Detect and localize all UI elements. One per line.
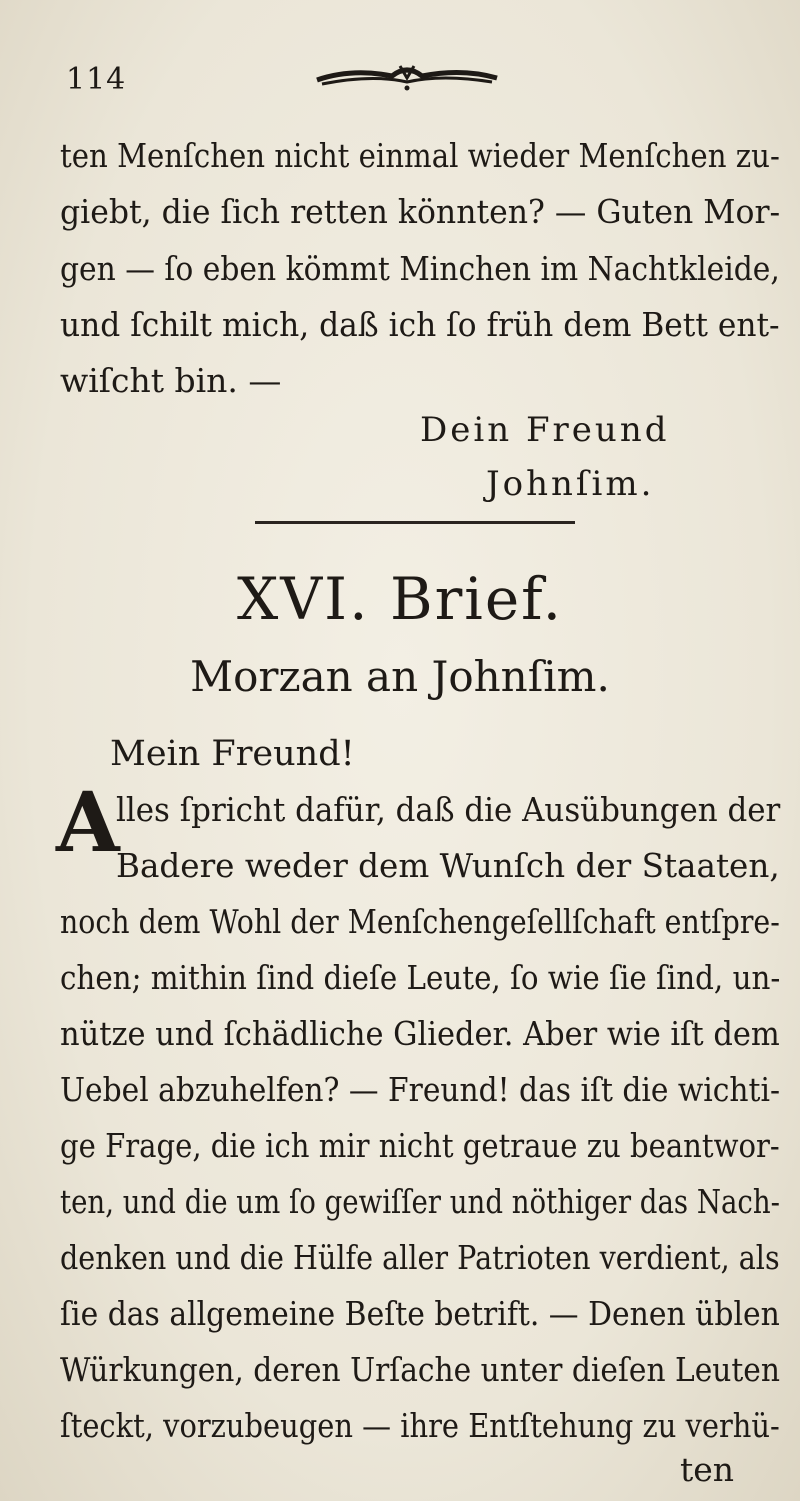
- text-line: wiſcht bin. —: [60, 361, 282, 400]
- catchword: ten: [680, 1450, 735, 1489]
- text-line: nütze und ſchädliche Glieder. Aber wie iſt dem: [60, 1014, 780, 1053]
- section-divider: [255, 521, 575, 524]
- text-line: ſie das allgemeine Beſte betrift. — Denen üblen: [60, 1294, 780, 1333]
- text-line: ge Frage, die ich mir nicht getraue zu beantwor-: [60, 1126, 780, 1165]
- text-line: denken und die Hülfe aller Patrioten verdient, als: [60, 1238, 780, 1277]
- signature: Johnſim.: [486, 464, 655, 504]
- text-line: ten Menſchen nicht einmal wieder Menſchen zu-: [60, 136, 780, 175]
- text-line: Würkungen, deren Urſache unter dieſen Leuten: [60, 1350, 780, 1389]
- salutation: Mein Freund!: [110, 734, 355, 774]
- text-line: Uebel abzuhelfen? — Freund! das iſt die wichti-: [60, 1070, 781, 1109]
- letter-subtitle: Morzan an Johnſim.: [190, 652, 610, 701]
- text-line: giebt, die ſich retten könnten? — Guten Mor-: [60, 192, 781, 231]
- text-line: Badere weder dem Wunſch der Staaten,: [116, 846, 780, 885]
- letter-title: XVI. Brief.: [236, 565, 564, 633]
- closing: Dein Freund: [420, 410, 670, 450]
- text-line: noch dem Wohl der Menſchengeſellſchaft entſpre-: [60, 902, 780, 941]
- text-line: ten, und die um ſo gewiſſer und nöthiger das Nach-: [60, 1182, 780, 1221]
- header-ornament: [312, 62, 502, 92]
- page-number: 114: [66, 62, 127, 97]
- drop-cap: A: [56, 775, 120, 871]
- text-line: lles ſpricht dafür, daß die Ausübungen der: [116, 790, 781, 829]
- text-line: ſteckt, vorzubeugen — ihre Entſtehung zu verhü-: [60, 1406, 780, 1445]
- text-line: und ſchilt mich, daß ich ſo früh dem Bett ent-: [60, 305, 780, 344]
- text-line: gen — ſo eben kömmt Minchen im Nachtkleide,: [60, 249, 780, 288]
- text-line: chen; mithin ſind dieſe Leute, ſo wie ſie ſind, un-: [60, 958, 781, 997]
